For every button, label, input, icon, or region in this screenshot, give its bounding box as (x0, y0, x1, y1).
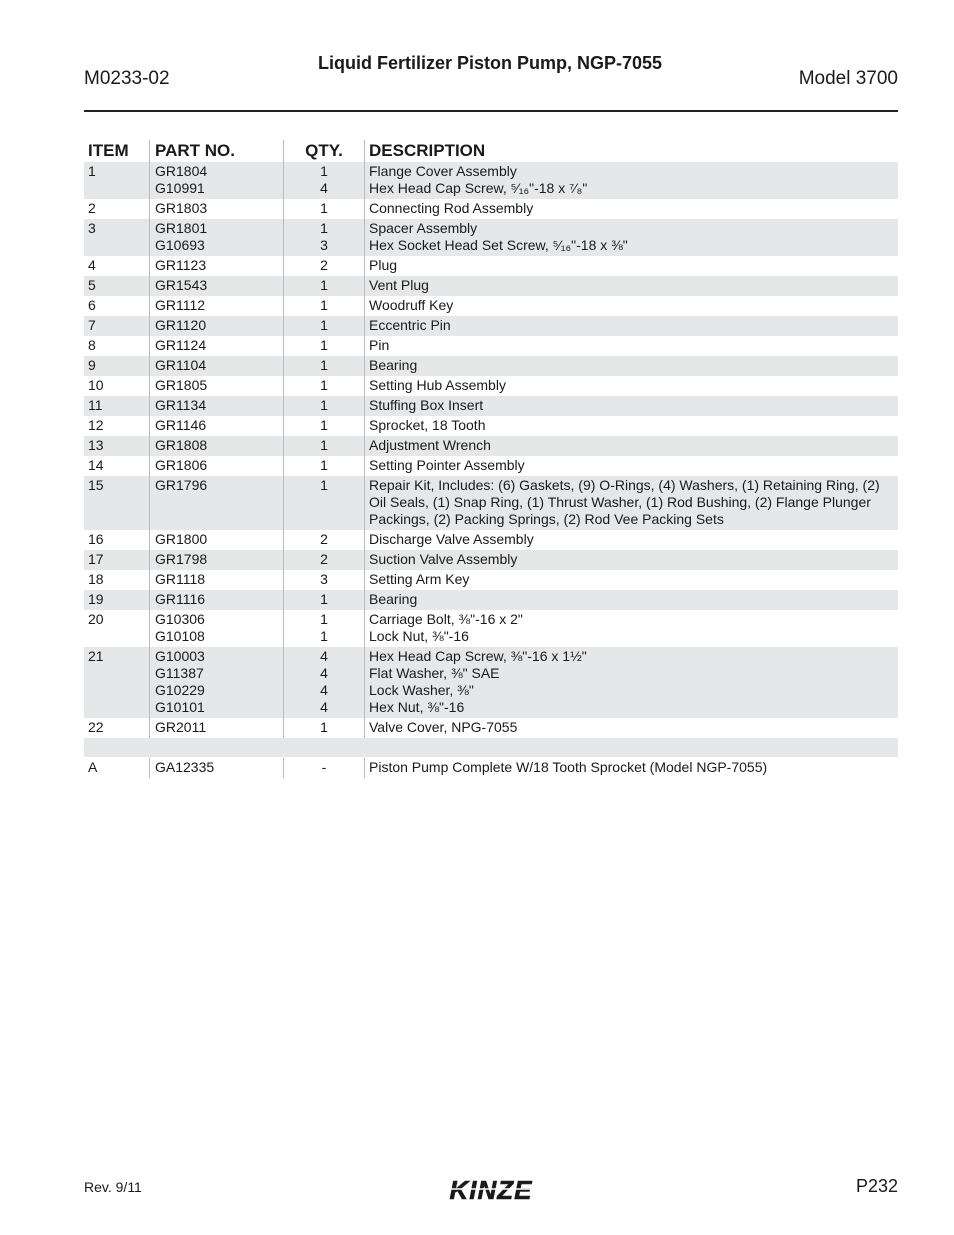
cell-description-line: Sprocket, 18 Tooth (369, 417, 486, 433)
cell-description (364, 376, 898, 396)
cell-part-no (149, 396, 283, 416)
cell-description-line: Lock Washer, ⅜" (369, 682, 474, 698)
cell-qty-line: 1 (320, 611, 328, 627)
cell-description (364, 456, 898, 476)
cell-qty (283, 476, 364, 530)
cell-item (84, 356, 149, 376)
cell-item (84, 570, 149, 590)
cell-qty (283, 647, 364, 718)
cell-item-line: 22 (88, 719, 104, 735)
table-row (84, 376, 898, 396)
cell-item (84, 718, 149, 738)
cell-qty (283, 376, 364, 396)
cell-item-line: 3 (88, 220, 96, 236)
cell-part-no-line: G10003 (155, 648, 205, 664)
document-number: M0233-02 (84, 68, 170, 89)
table-row (84, 336, 898, 356)
cell-item (84, 456, 149, 476)
cell-description-line: Bearing (369, 357, 418, 373)
cell-description-line: Stuffing Box Insert (369, 397, 484, 413)
logo-text: KINZE (449, 1176, 533, 1204)
cell-item (84, 296, 149, 316)
column-header-description: DESCRIPTION (364, 140, 898, 162)
cell-part-no (149, 199, 283, 219)
table-body (84, 162, 898, 738)
cell-qty-line: 1 (320, 477, 328, 493)
cell-qty: - (283, 758, 364, 778)
page-number: P232 (855, 1176, 898, 1196)
cell-qty (283, 396, 364, 416)
cell-item (84, 199, 149, 219)
cell-part-no (149, 456, 283, 476)
cell-part-no-line: G10101 (155, 699, 205, 715)
cell-qty (283, 162, 364, 199)
cell-description-line: Setting Arm Key (369, 571, 470, 587)
cell-description (364, 296, 898, 316)
cell-part-no-line: G11387 (155, 665, 204, 681)
cell-part-no (149, 718, 283, 738)
cell-item (84, 336, 149, 356)
cell-qty (283, 436, 364, 456)
cell-qty (283, 718, 364, 738)
cell-qty-line: 1 (320, 163, 328, 179)
cell-qty (283, 219, 364, 256)
cell-item (84, 256, 149, 276)
cell-description-line: Hex Head Cap Screw, ⁵⁄₁₆"-18 x ⁷⁄₈" (369, 180, 588, 196)
table-row (84, 436, 898, 456)
cell-item-line: 9 (88, 357, 96, 373)
cell-qty-line: 1 (320, 457, 328, 473)
cell-description-line: Adjustment Wrench (369, 437, 491, 453)
cell-part-no (149, 219, 283, 256)
table-row (84, 476, 898, 530)
cell-description (364, 590, 898, 610)
cell-item-line: 20 (88, 611, 104, 627)
cell-description-line: Valve Cover, NPG-7055 (369, 719, 518, 735)
cell-description-line: Lock Nut, ⅜"-16 (369, 628, 469, 644)
table-row (84, 530, 898, 550)
table-row (84, 219, 898, 256)
cell-description-line: Woodruff Key (369, 297, 454, 313)
cell-qty-line: 1 (320, 317, 328, 333)
cell-qty-line: 1 (320, 628, 328, 644)
cell-qty-line: 1 (320, 397, 328, 413)
cell-item (84, 476, 149, 530)
cell-description (364, 396, 898, 416)
cell-part-no (149, 590, 283, 610)
cell-qty (283, 456, 364, 476)
cell-part-no-line: GR1123 (155, 257, 207, 273)
cell-part-no-line: G10306 (155, 611, 205, 627)
table-row (84, 162, 898, 199)
cell-part-no (149, 356, 283, 376)
cell-qty-line: 1 (320, 277, 328, 293)
cell-description (364, 256, 898, 276)
cell-description (364, 276, 898, 296)
cell-part-no-line: GR1806 (155, 457, 208, 473)
kinze-logo (432, 1176, 550, 1204)
cell-item-line: 17 (88, 551, 104, 567)
cell-qty-line: 1 (320, 377, 328, 393)
cell-qty-line: 2 (320, 257, 328, 273)
cell-item (84, 436, 149, 456)
cell-qty-line: 4 (320, 648, 328, 664)
cell-part-no-line: G10108 (155, 628, 205, 644)
cell-description-line: Setting Hub Assembly (369, 377, 506, 393)
assembly-row (84, 758, 898, 778)
cell-qty (283, 530, 364, 550)
cell-item (84, 530, 149, 550)
cell-item-line: 4 (88, 257, 96, 273)
cell-part-no-line: GR1804 (155, 163, 208, 179)
cell-description (364, 316, 898, 336)
cell-description (364, 436, 898, 456)
cell-part-no-line: GR2011 (155, 719, 207, 735)
cell-part-no (149, 647, 283, 718)
table-row (84, 199, 898, 219)
cell-part-no (149, 336, 283, 356)
cell-part-no (149, 476, 283, 530)
cell-description-line: Vent Plug (369, 277, 429, 293)
cell-item-line: 14 (88, 457, 104, 473)
cell-item-line: 1 (88, 163, 96, 179)
page-title: Liquid Fertilizer Piston Pump, NGP-7055 (317, 53, 663, 73)
cell-description (364, 570, 898, 590)
cell-part-no (149, 530, 283, 550)
table-row (84, 610, 898, 647)
table-row (84, 416, 898, 436)
cell-part-no-line: G10991 (155, 180, 205, 196)
cell-part-no-line: GR1808 (155, 437, 208, 453)
cell-item: A (88, 759, 98, 775)
cell-item-line: 5 (88, 277, 96, 293)
table-row (84, 356, 898, 376)
cell-description: Piston Pump Complete W/18 Tooth Sprocket (Model NGP-7055) (364, 758, 898, 778)
cell-part-no-line: GR1120 (155, 317, 207, 333)
cell-item (84, 416, 149, 436)
table-row (84, 718, 898, 738)
cell-item-line: 8 (88, 337, 96, 353)
cell-part-no-line: GR1112 (155, 297, 206, 313)
cell-part-no (149, 610, 283, 647)
cell-description (364, 219, 898, 256)
cell-part-no-line: GR1124 (155, 337, 207, 353)
cell-part-no (149, 276, 283, 296)
cell-description-line: Flange Cover Assembly (369, 163, 517, 179)
cell-description-line: Bearing (369, 591, 418, 607)
cell-item-line: 2 (88, 200, 96, 216)
cell-qty (283, 550, 364, 570)
cell-part-no-line: GR1116 (155, 591, 206, 607)
cell-description-line: Discharge Valve Assembly (369, 531, 534, 547)
cell-part-no-line: GR1134 (155, 397, 207, 413)
cell-part-no-line: GR1543 (155, 277, 208, 293)
table-row (84, 550, 898, 570)
cell-item-line: 16 (88, 531, 104, 547)
cell-qty (283, 570, 364, 590)
revision-label: Rev. 9/11 (84, 1179, 142, 1195)
cell-item-line: 21 (88, 648, 104, 664)
cell-part-no-line: G10229 (155, 682, 205, 698)
cell-part-no (149, 550, 283, 570)
cell-description-line: Spacer Assembly (369, 220, 478, 236)
cell-description-line: Carriage Bolt, ⅜"-16 x 2" (369, 611, 523, 627)
cell-qty-line: 2 (320, 531, 328, 547)
cell-qty-line: 4 (320, 665, 328, 681)
header-divider (84, 110, 898, 112)
cell-qty-line: 3 (320, 571, 328, 587)
cell-part-no: GA12335 (149, 758, 283, 778)
cell-qty-line: 2 (320, 551, 328, 567)
cell-item (84, 610, 149, 647)
cell-part-no (149, 256, 283, 276)
cell-description (364, 647, 898, 718)
cell-item (84, 276, 149, 296)
cell-item (84, 376, 149, 396)
cell-part-no (149, 570, 283, 590)
cell-part-no-line: G10693 (155, 237, 205, 253)
cell-qty-line: 1 (320, 200, 328, 216)
cell-description (364, 199, 898, 219)
cell-item (84, 396, 149, 416)
cell-description-line: Pin (369, 337, 390, 353)
cell-qty-line: 1 (320, 337, 328, 353)
cell-description (364, 162, 898, 199)
cell-item-line: 12 (88, 417, 104, 433)
cell-description-line: Eccentric Pin (369, 317, 451, 333)
cell-item-line: 13 (88, 437, 104, 453)
table-row (84, 296, 898, 316)
table-row (84, 276, 898, 296)
cell-qty (283, 256, 364, 276)
cell-description (364, 416, 898, 436)
cell-part-no (149, 162, 283, 199)
cell-description (364, 718, 898, 738)
table-row (84, 396, 898, 416)
cell-description (364, 550, 898, 570)
cell-description-line: Setting Pointer Assembly (369, 457, 525, 473)
table-row (84, 316, 898, 336)
cell-item-line: 6 (88, 297, 96, 313)
cell-part-no (149, 316, 283, 336)
cell-description-line: Flat Washer, ⅜" SAE (369, 665, 500, 681)
table-row (84, 590, 898, 610)
cell-item-line: 10 (88, 377, 104, 393)
cell-description-line: Repair Kit, Includes: (6) Gaskets, (9) O-Rings, (4) Washers, (1) Retaining Ring, (2) Oil Seals, (1) Snap Ring, (1) Thrust Washer, (1) Rod Bushing, (2) Flange Plunger Packings, (2) Packing Springs, (2) Rod Vee Packing Sets (369, 477, 880, 527)
cell-part-no (149, 436, 283, 456)
cell-item-line: 19 (88, 591, 104, 607)
cell-qty-line: 4 (320, 180, 328, 196)
column-header-item: ITEM (88, 141, 129, 160)
cell-part-no (149, 416, 283, 436)
cell-description (364, 356, 898, 376)
cell-part-no-line: GR1803 (155, 200, 208, 216)
cell-qty (283, 416, 364, 436)
cell-qty-line: 4 (320, 699, 328, 715)
cell-qty (283, 276, 364, 296)
cell-item (84, 219, 149, 256)
cell-qty (283, 316, 364, 336)
cell-part-no-line: GR1146 (155, 417, 207, 433)
cell-item (84, 590, 149, 610)
column-header-qty: QTY. (283, 140, 364, 162)
cell-qty (283, 356, 364, 376)
cell-qty (283, 199, 364, 219)
cell-description-line: Hex Socket Head Set Screw, ⁵⁄₁₆"-18 x ⅜" (369, 237, 628, 253)
cell-description (364, 530, 898, 550)
cell-part-no-line: GR1805 (155, 377, 208, 393)
table-row (84, 456, 898, 476)
cell-part-no-line: GR1104 (155, 357, 207, 373)
cell-item (84, 647, 149, 718)
cell-qty-line: 1 (320, 437, 328, 453)
cell-qty-line: 1 (320, 591, 328, 607)
cell-part-no-line: GR1798 (155, 551, 208, 567)
cell-qty-line: 1 (320, 719, 328, 735)
parts-table (84, 140, 898, 778)
cell-description-line: Hex Nut, ⅜"-16 (369, 699, 465, 715)
table-row (84, 570, 898, 590)
cell-part-no-line: GR1800 (155, 531, 208, 547)
cell-qty-line: 1 (320, 357, 328, 373)
column-header-part-no: PART NO. (149, 140, 283, 162)
cell-item (84, 316, 149, 336)
cell-description (364, 336, 898, 356)
cell-description (364, 476, 898, 530)
cell-item-line: 11 (88, 397, 103, 413)
cell-qty-line: 1 (320, 417, 328, 433)
cell-item-line: 7 (88, 317, 96, 333)
cell-qty-line: 1 (320, 297, 328, 313)
table-row (84, 647, 898, 718)
table-spacer-row (84, 738, 898, 757)
cell-qty-line: 1 (320, 220, 328, 236)
cell-part-no-line: GR1796 (155, 477, 208, 493)
cell-qty-line: 4 (320, 682, 328, 698)
cell-item-line: 18 (88, 571, 104, 587)
cell-qty (283, 610, 364, 647)
cell-description-line: Plug (369, 257, 398, 273)
table-header (84, 140, 898, 162)
cell-qty-line: 3 (320, 237, 328, 253)
cell-item (84, 162, 149, 199)
cell-item (84, 550, 149, 570)
model-label: Model 3700 (798, 68, 898, 89)
cell-qty (283, 590, 364, 610)
table-row (84, 256, 898, 276)
cell-description-line: Suction Valve Assembly (369, 551, 518, 567)
cell-description-line: Hex Head Cap Screw, ⅜"-16 x 1½" (369, 648, 587, 664)
cell-part-no-line: GR1118 (155, 571, 206, 587)
cell-item-line: 15 (88, 477, 104, 493)
cell-part-no (149, 296, 283, 316)
cell-qty (283, 336, 364, 356)
cell-description-line: Connecting Rod Assembly (369, 200, 534, 216)
cell-part-no-line: GR1801 (155, 220, 208, 236)
cell-qty (283, 296, 364, 316)
cell-description (364, 610, 898, 647)
cell-part-no (149, 376, 283, 396)
